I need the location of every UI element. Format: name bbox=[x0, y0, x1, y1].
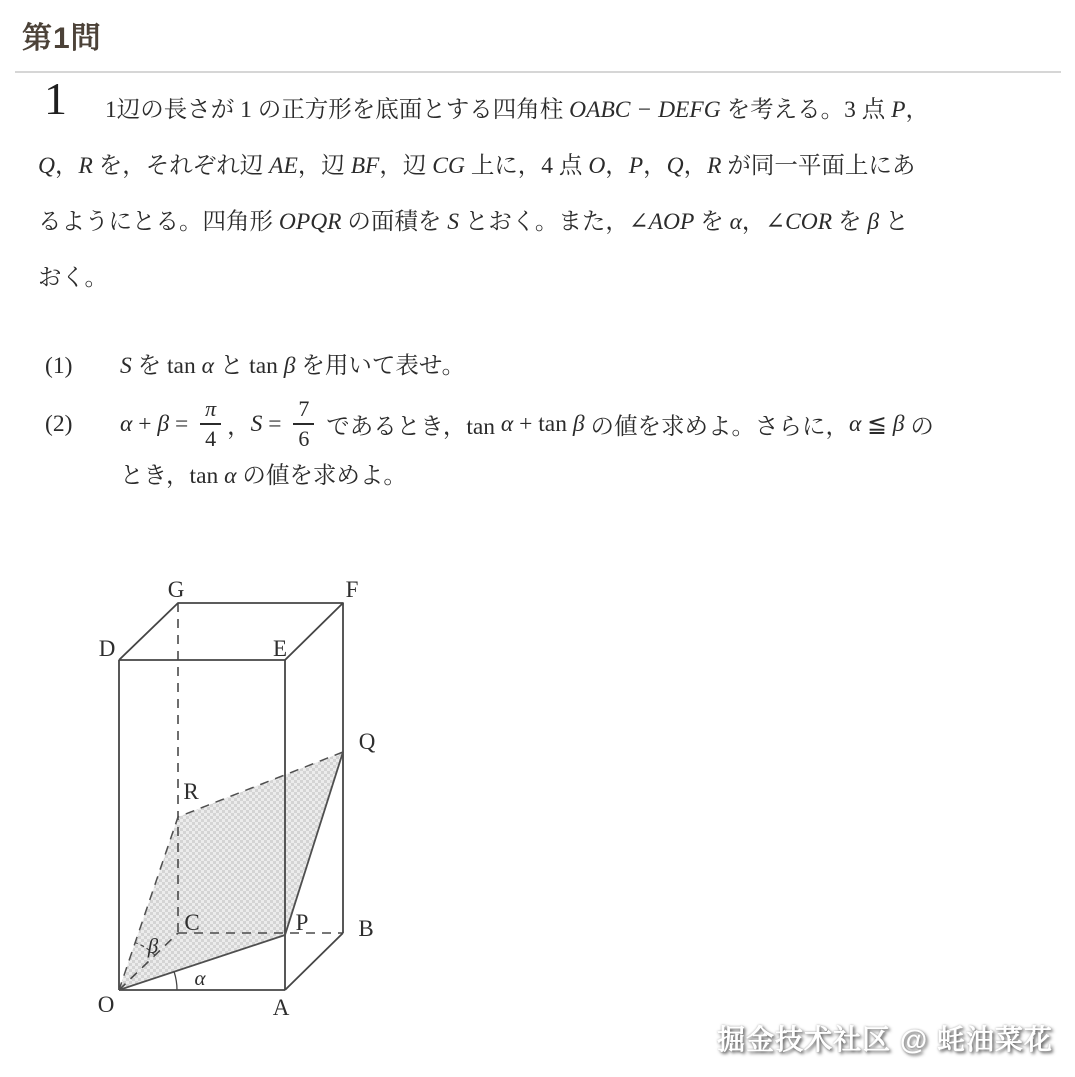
statement-line-4: おく。 bbox=[38, 265, 109, 291]
prism-diagram bbox=[60, 555, 420, 1030]
page-title: 第1問 bbox=[22, 22, 102, 55]
angle-label-beta: β bbox=[147, 934, 159, 958]
statement-line-1: 1辺の長さが 1 の正方形を底面とする四角柱 OABC − DEFG を考える。3 点 P， bbox=[105, 97, 929, 123]
watermark: 掘金技术社区 @ 蚝油菜花 bbox=[717, 1024, 1053, 1055]
vertex-label-c: C bbox=[184, 910, 200, 935]
vertex-label-o: O bbox=[97, 992, 115, 1017]
question-2-text-line-2: とき，tan α の値を求めよ。 bbox=[120, 463, 407, 489]
vertex-label-q: Q bbox=[358, 729, 376, 754]
problem-number: 1 bbox=[44, 73, 67, 124]
question-2 bbox=[45, 393, 934, 491]
problem-statement bbox=[38, 82, 1043, 306]
angle-label-alpha: α bbox=[194, 966, 206, 990]
statement-line-2: Q，R を，それぞれ辺 AE，辺 BF，辺 CG 上に，4 点 O，P，Q，R が同一平面上にあ bbox=[38, 153, 916, 179]
vertex-label-b: B bbox=[358, 916, 374, 941]
vertex-label-e: E bbox=[272, 636, 288, 661]
edge-ab bbox=[285, 933, 343, 990]
vertex-label-g: G bbox=[167, 577, 185, 602]
vertex-label-a: A bbox=[272, 995, 290, 1020]
question-1-text: S を tan α と tan β を用いて表せ。 bbox=[120, 353, 466, 379]
divider bbox=[15, 71, 1061, 73]
vertex-label-p: P bbox=[295, 910, 309, 935]
question-2-marker: (2) bbox=[45, 410, 73, 437]
vertex-label-d: D bbox=[98, 636, 116, 661]
question-1 bbox=[45, 352, 465, 380]
prism-top-face bbox=[119, 603, 343, 660]
vertex-label-f: F bbox=[345, 577, 359, 602]
question-2-text-line-1: α + β = $\frac{\pi}{4}$ ， S = $\frac{7}{6}$ であるとき，tan α + tan β の値を求めよ。さらに， α ≦ β の bbox=[120, 396, 934, 451]
statement-line-3: るようにとる。四角形 OPQR の面積を S とおく。また，∠AOP を α，∠COR を β と bbox=[38, 209, 909, 235]
angle-alpha-arc bbox=[174, 972, 177, 990]
vertex-label-r: R bbox=[183, 779, 199, 804]
question-1-marker: (1) bbox=[45, 353, 73, 379]
